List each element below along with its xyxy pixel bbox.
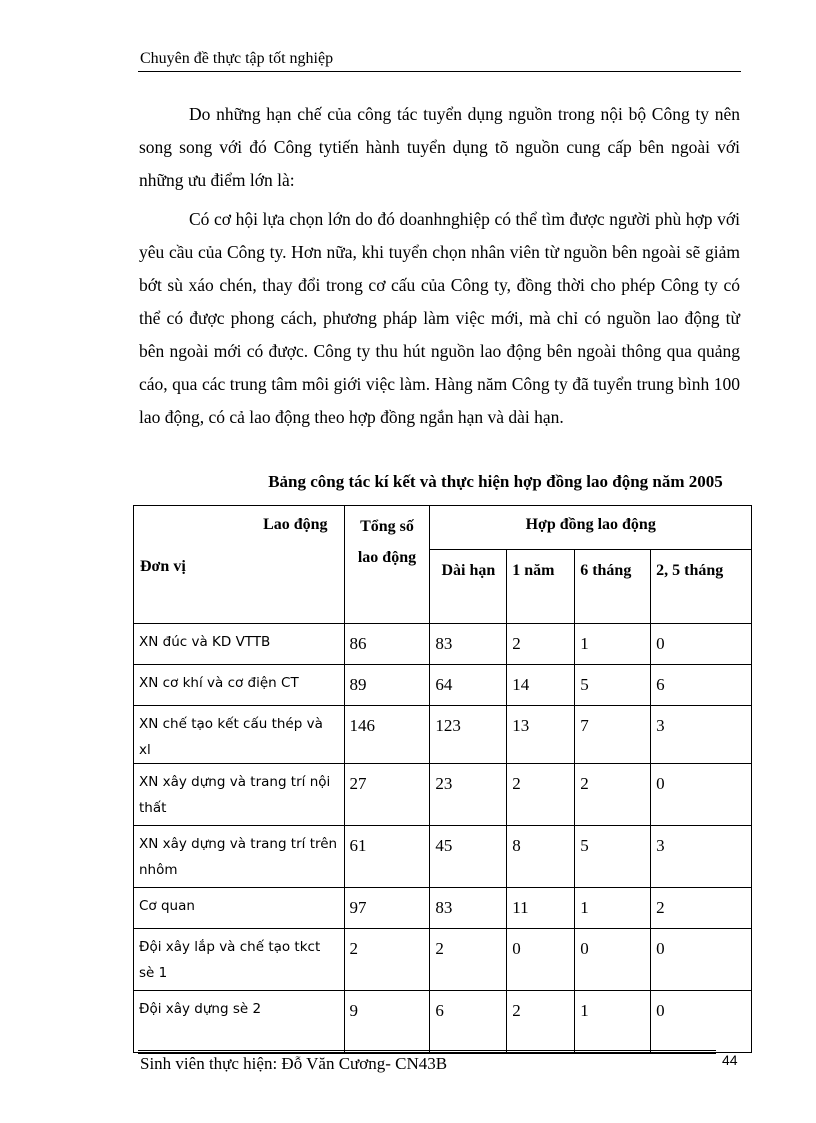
short-term-value: 2 [651, 888, 752, 929]
unit-name: XN cơ khí và cơ điện CT [134, 665, 345, 706]
short-term-value: 0 [651, 624, 752, 665]
table-row [134, 929, 752, 991]
sub-header-2-5-months: 2, 5 tháng [651, 550, 752, 624]
total-value: 61 [344, 826, 430, 888]
table-row [134, 624, 752, 665]
long-term-value: 123 [430, 706, 507, 764]
corner-header-labor: Lao động [263, 516, 328, 533]
one-year-value: 2 [507, 764, 575, 826]
table-row [134, 991, 752, 1053]
paragraph-1-text: Do những hạn chế của công tác tuyển dụng nguồn trong nội bộ Công ty nên song song với đó Công tytiến hành tuyển dụng tõ nguồn cung cấp bên ngoài với những ưu điểm lớn là: [139, 104, 740, 190]
sub-header-6-months: 6 tháng [575, 550, 651, 624]
six-month-value: 1 [575, 991, 651, 1053]
short-term-value: 0 [651, 929, 752, 991]
corner-header-unit: Đơn vị [140, 558, 186, 575]
sub-header-long-term: Dài hạn [430, 550, 507, 624]
six-month-value: 0 [575, 929, 651, 991]
table-row [134, 706, 752, 764]
total-value: 9 [344, 991, 430, 1053]
table-row [134, 665, 752, 706]
one-year-value: 0 [507, 929, 575, 991]
paragraph-2-text: Có cơ hội lựa chọn lớn do đó doanhnghiệp có thể tìm được người phù hợp với yêu cầu của Công ty. Hơn nữa, khi tuyển chọn nhân viên từ nguồn bên ngoài sẽ giảm bớt sù xáo chén, thay đổi trong cơ cấu của Công ty, đồng thời cho phép Công ty có thể có được phong cách, phương pháp làm việc mới, mà chỉ có nguồn lao động từ bên ngoài mới có được. Công ty thu hút nguồn lao động bên ngoài thông qua quảng cáo, qua các trung tâm môi giới việc làm. Hàng năm Công ty đã tuyển trung bình 100 lao động, có cả lao động theo hợp đồng ngắn hạn và dài hạn. [139, 209, 740, 427]
short-term-value: 3 [651, 826, 752, 888]
paragraph-1 [139, 98, 740, 197]
contract-group-header: Hợp đồng lao động [430, 506, 752, 550]
table-row [134, 826, 752, 888]
one-year-value: 13 [507, 706, 575, 764]
page-number: 44 [722, 1052, 738, 1068]
one-year-value: 14 [507, 665, 575, 706]
one-year-value: 11 [507, 888, 575, 929]
table-caption: Bảng công tác kí kết và thực hiện hợp đồng lao động năm 2005 [268, 472, 723, 491]
six-month-value: 1 [575, 624, 651, 665]
total-value: 2 [344, 929, 430, 991]
unit-name: XN xây dựng và trang trí trên nhôm [134, 826, 345, 888]
unit-name: XN chế tạo kết cấu thép và xl [134, 706, 345, 764]
short-term-value: 0 [651, 991, 752, 1053]
long-term-value: 83 [430, 888, 507, 929]
short-term-value: 3 [651, 706, 752, 764]
one-year-value: 2 [507, 624, 575, 665]
footer-rule-top [138, 1050, 716, 1051]
six-month-value: 5 [575, 665, 651, 706]
total-value: 27 [344, 764, 430, 826]
one-year-value: 8 [507, 826, 575, 888]
unit-name: Đội xây lắp và chế tạo tkct sè 1 [134, 929, 345, 991]
total-value: 89 [344, 665, 430, 706]
corner-header-cell [134, 506, 345, 624]
footer-author: Sinh viên thực hiện: Đỗ Văn Cương- CN43B [140, 1054, 448, 1073]
six-month-value: 1 [575, 888, 651, 929]
sub-header-1-year: 1 năm [507, 550, 575, 624]
unit-name: Cơ quan [134, 888, 345, 929]
page-header-title: Chuyên đề thực tập tốt nghiệp [140, 50, 334, 67]
short-term-value: 6 [651, 665, 752, 706]
long-term-value: 2 [430, 929, 507, 991]
long-term-value: 64 [430, 665, 507, 706]
paragraph-2 [139, 203, 740, 434]
long-term-value: 45 [430, 826, 507, 888]
total-value: 146 [344, 706, 430, 764]
six-month-value: 7 [575, 706, 651, 764]
total-value: 97 [344, 888, 430, 929]
labor-contract-table [133, 505, 752, 1053]
long-term-value: 6 [430, 991, 507, 1053]
total-header: Tổng số lao động [344, 506, 430, 624]
short-term-value: 0 [651, 764, 752, 826]
long-term-value: 23 [430, 764, 507, 826]
long-term-value: 83 [430, 624, 507, 665]
six-month-value: 2 [575, 764, 651, 826]
six-month-value: 5 [575, 826, 651, 888]
table-row [134, 764, 752, 826]
table-row [134, 888, 752, 929]
unit-name: XN đúc và KD VTTB [134, 624, 345, 665]
unit-name: Đội xây dựng sè 2 [134, 991, 345, 1053]
unit-name: XN xây dựng và trang trí nội thất [134, 764, 345, 826]
total-value: 86 [344, 624, 430, 665]
one-year-value: 2 [507, 991, 575, 1053]
header-rule [138, 71, 741, 72]
